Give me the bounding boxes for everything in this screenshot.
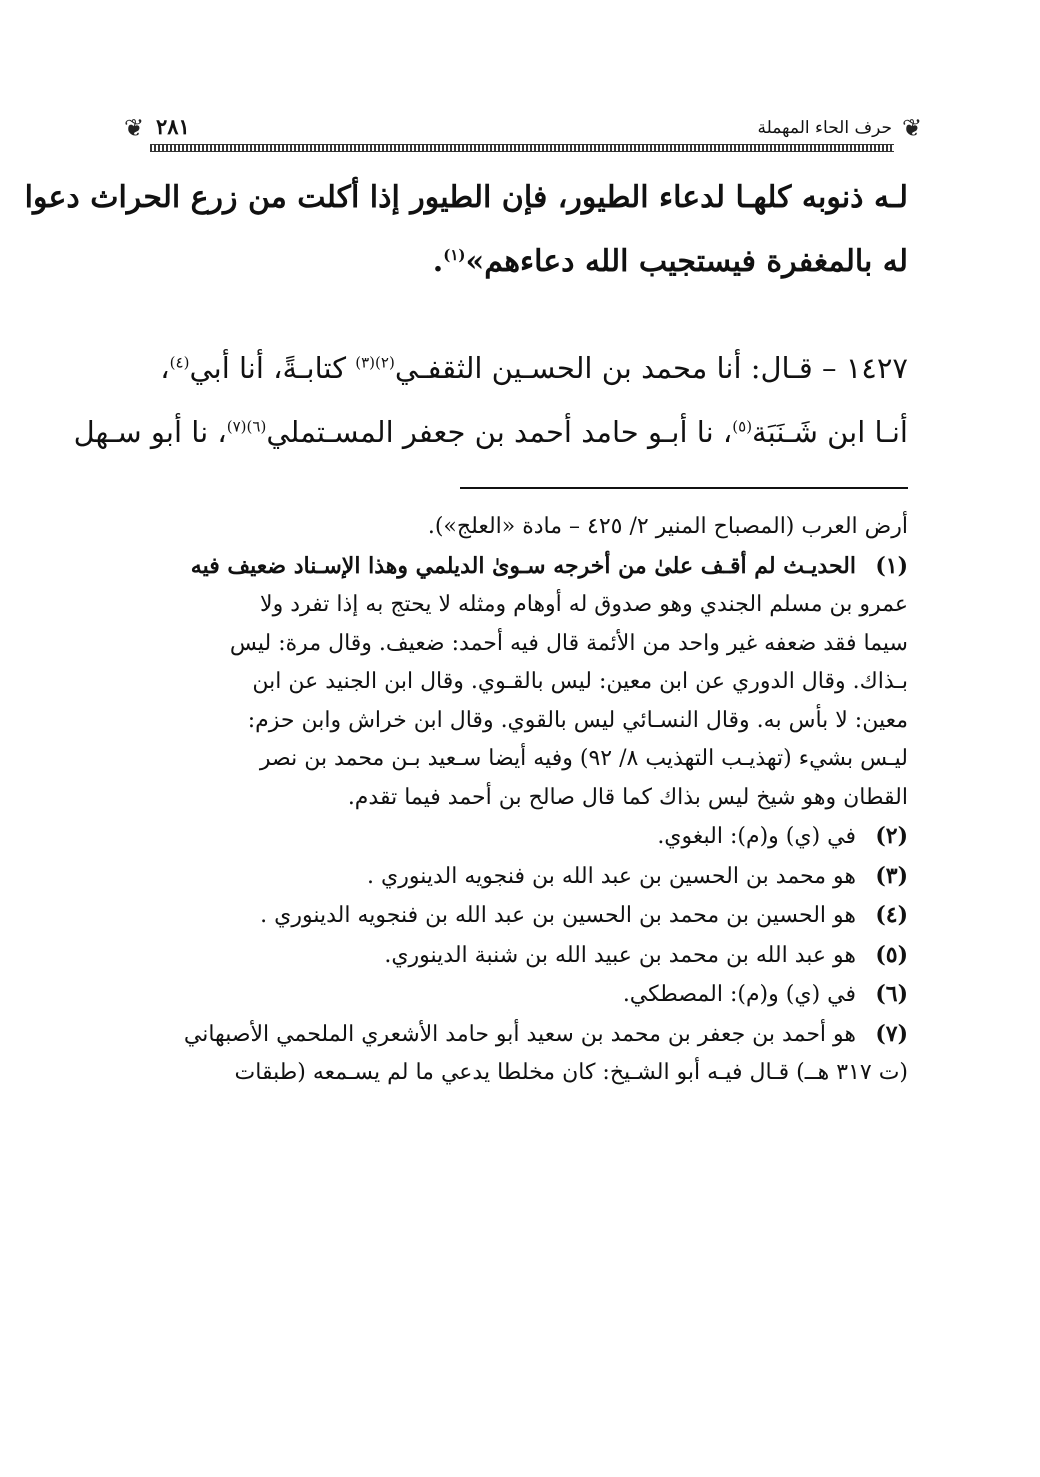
footnote-separator: [460, 487, 908, 489]
footnote-text: القطان وهو شيخ ليس بذاك كما قال صالح بن أحمد فيما تقدم.: [347, 784, 908, 810]
main-text: [24, 166, 908, 294]
footnote-5: [132, 936, 908, 976]
main-text-line: له بالمغفرة فيستجيب الله دعاءهم»$^{(١)}$.: [432, 244, 908, 279]
hadith-line: أنـا ابن شَـنَبَة$^{(٥)}$، نا أبـو حامد أحمد بن جعفر المسـتملي$^{(٦)(٧)}$، نا أبو سـهل: [73, 415, 908, 449]
footnote-1: [132, 547, 908, 818]
footnote-number: (٥): [875, 941, 908, 968]
footnote-ref: (٥): [732, 417, 753, 436]
footnote-carry-over: أرض العرب (المصباح المنير ٢/ ٤٢٥ – مادة «العلج»).: [427, 514, 908, 539]
footnote-text: معين: لا بأس به. وقال النسـائي ليس بالقوي. وقال ابن خراش وابن حزم:: [247, 707, 908, 733]
hadith-line: ١٤٢٧ – قـال: أنا محمد بن الحسـين الثقفـي$^{(٢)(٣)}$ كتابـةً، أنا أبي$^{(٤)}$،: [160, 351, 908, 385]
footnote-text: في (ي) و(م): البغوي.: [657, 824, 856, 849]
ornament-left-icon: ❦: [123, 114, 145, 142]
footnote-text: هو محمد بن الحسين بن عبد الله بن فنجويه الدينوري .: [367, 863, 856, 889]
header-rule: [150, 144, 894, 152]
footnote-text: (ت ٣١٧ هــ) قـال فيـه أبو الشـيخ: كان مخلطا يدعي ما لم يسـمعه (طبقات: [234, 1060, 908, 1085]
footnote-text: في (ي) و(م): المصطكي.: [622, 982, 856, 1007]
footnote-number: (٢): [875, 823, 908, 849]
footnote-2: [132, 817, 908, 857]
footnote-text: سيما فقد ضعفه غير واحد من الأئمة قال فيه أحمد: ضعيف. وقال مرة: ليس: [229, 630, 908, 656]
footnote-3: [132, 857, 908, 897]
footnote-text: ليـس بشيء (تهذيـب التهذيب ٨/ ٩٢) وفيه أيضا سـعيد بـن محمد بن نصر: [259, 746, 908, 771]
footnote-4: [132, 896, 908, 936]
footnote-ref: (١): [443, 246, 466, 264]
main-text-line: لـه ذنوبه كلهـا لدعاء الطيور، فإن الطيور إذا أكلت من زرع الحراث دعوا: [24, 180, 908, 215]
footnote-ref: (٤): [169, 353, 190, 372]
footnote-number: (٤): [875, 902, 908, 928]
ornament-right-icon: ❦: [901, 114, 923, 142]
footnote-number: (٣): [875, 862, 908, 889]
footnote-ref: (٦)(٧): [226, 417, 267, 436]
footnote-number: (٦): [875, 981, 908, 1007]
footnote-7: [132, 1015, 908, 1093]
footnote-text: هو عبد الله بن محمد بن عبيد الله بن شنبة الدينوري.: [384, 942, 856, 968]
page-number: ٢٨١: [156, 114, 190, 139]
footnote-text: بـذاك. وقال الدوري عن ابن معين: ليس بالقـوي. وقال ابن الجنيد عن ابن: [252, 669, 908, 694]
footnote-text: هو أحمد بن جعفر بن محمد بن سعيد أبو حامد الأشعري الملحمي الأصبهاني: [183, 1021, 856, 1047]
footnote-number: (١): [875, 552, 908, 579]
footnote-ref: (٢)(٣): [355, 353, 395, 372]
footnote-text: هو الحسين بن محمد بن الحسين بن عبد الله بن فنجويه الدينوري .: [260, 903, 856, 928]
hadith-text: [73, 336, 908, 464]
page-header: [123, 112, 923, 152]
footnote-text: عمرو بن مسلم الجندي وهو صدوق له أوهام ومثله لا يحتج به إذا تفرد ولا: [260, 592, 908, 617]
footnote-number: (٧): [875, 1020, 908, 1047]
footnote-6: [132, 975, 908, 1015]
running-title: حرف الحاء المهملة: [757, 118, 892, 138]
footnotes: [132, 508, 908, 1093]
footnote-text: الحديـث لم أقـف علىٰ من أخرجه سـوىٰ الديلمي وهذا الإسـناد ضعيف فيه: [190, 552, 856, 579]
